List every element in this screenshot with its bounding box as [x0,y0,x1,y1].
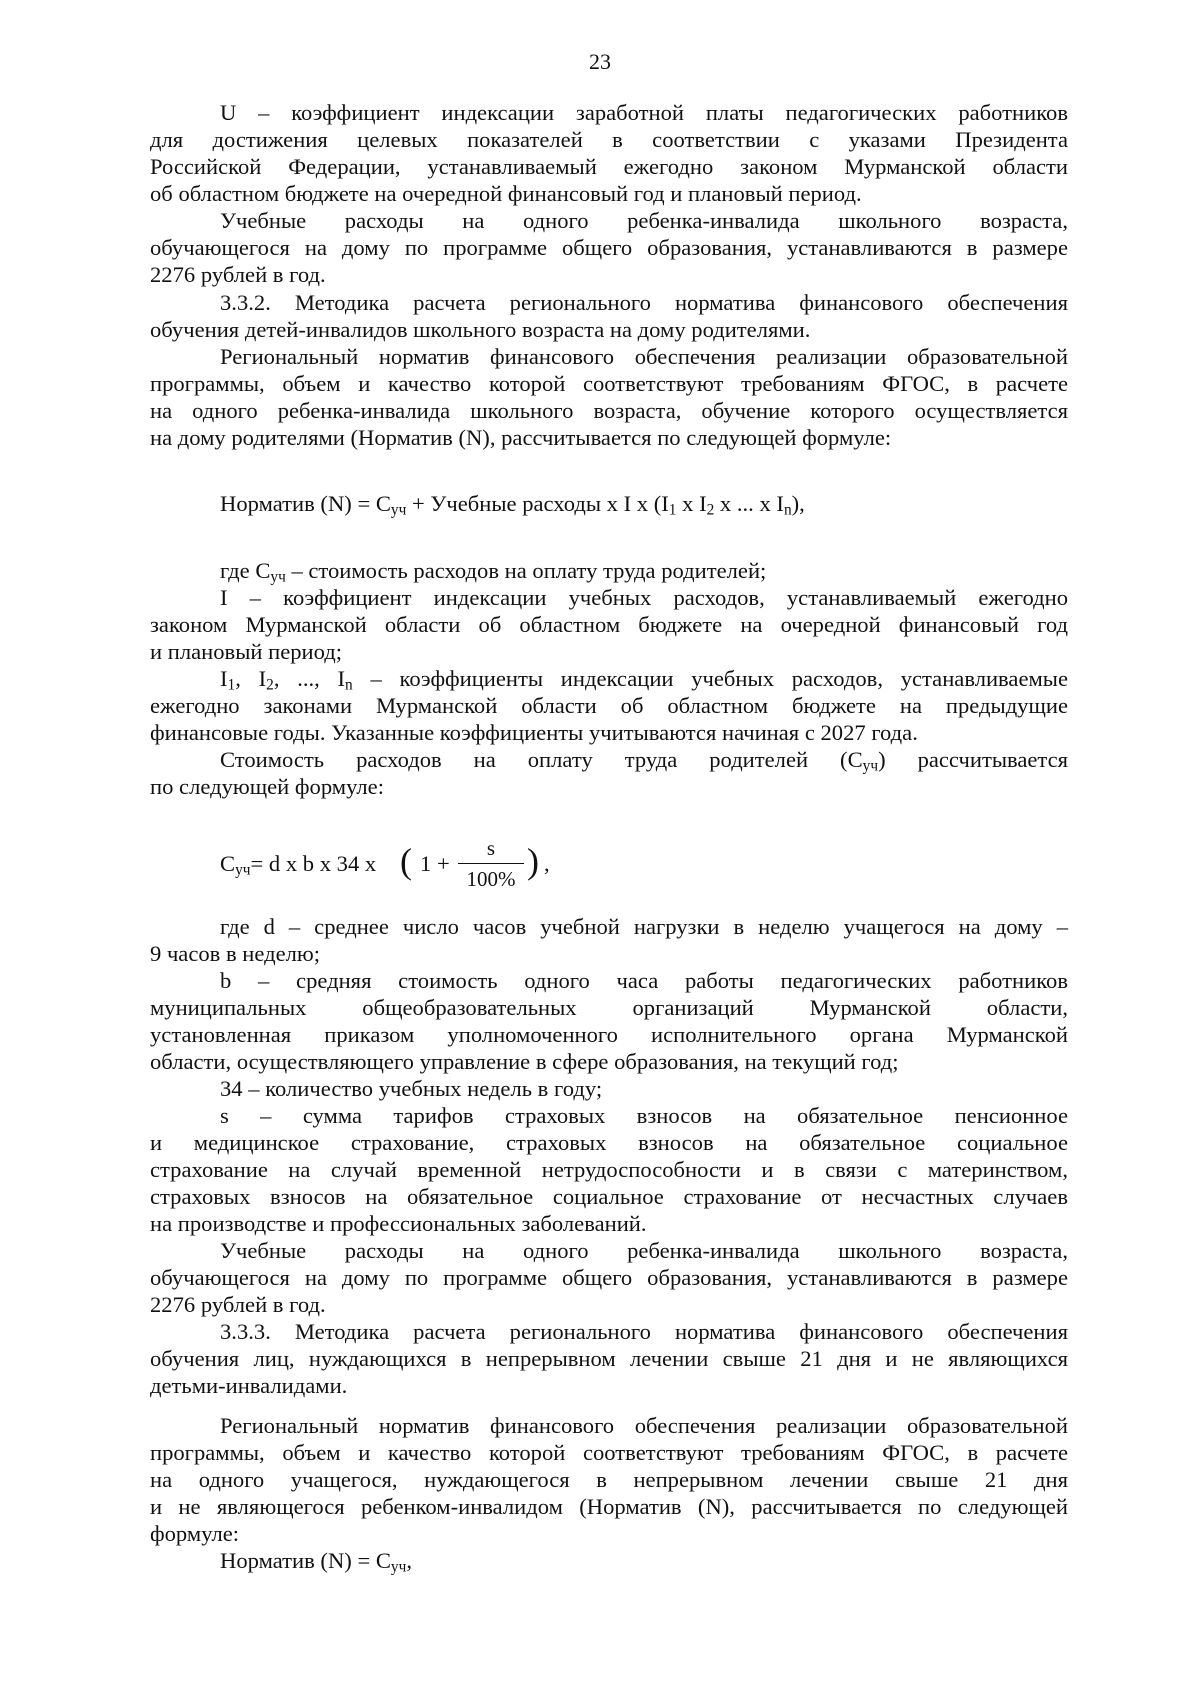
text-line: на производстве и профессиональных заболеваний. [150,1211,647,1236]
text-line: финансовые годы. Указанные коэффициенты учитываются начиная с 2027 года. [150,720,918,745]
text-line: на одного ребенка-инвалида школьного возраста, обучение которого осуществляется [150,398,1068,423]
text-line: муниципальных общеобразовательных организаций Мурманской области, [150,995,1068,1020]
text-line: обучающегося на дому по программе общего образования, устанавливаются в размере [150,235,1068,260]
text-line: и плановый период; [150,639,343,664]
text-line: на одного учащегося, нуждающегося в непрерывном лечении свыше 21 дня [150,1467,1068,1492]
text-line: по следующей формуле: [150,774,384,799]
text-line: страхование на случай временной нетрудоспособности и в связи с материнством, [150,1157,1068,1182]
text-line: s – сумма тарифов страховых взносов на обязательное пенсионное [220,1103,1068,1128]
formula-comma: , [544,851,550,876]
text-line: 2276 рублей в год. [150,1292,326,1317]
fraction [458,833,524,894]
text-line: Учебные расходы на одного ребенка-инвалида школьного возраста, [220,1238,1068,1263]
text-line: законом Мурманской области об областном бюджете на очередной финансовый год [150,612,1068,637]
text-line: где d – среднее число часов учебной нагрузки в неделю учащегося на дому – [220,914,1068,939]
text-line: программы, объем и качество которой соответствуют требованиям ФГОС, в расчете [150,1440,1068,1465]
text-line: Региональный норматив финансового обеспечения реализации образовательной [220,1413,1068,1438]
text-line: 2276 рублей в год. [150,262,326,287]
text-line: и не являющегося ребенком-инвалидом (Норматив (N), рассчитывается по следующей [150,1494,1068,1519]
text-line: обучающегося на дому по программе общего образования, устанавливаются в размере [150,1265,1068,1290]
text-line: Учебные расходы на одного ребенка-инвалида школьного возраста, [220,208,1068,233]
definition-line: $I_1$, $I_2$, ..., $I_n$ – коэффициенты индексации учебных расходов, устанавливаемые [220,666,1068,694]
text-line: U – коэффициент индексации заработной платы педагогических работников [220,100,1068,125]
formula-normative-simple: Норматив $(N) = C_{уч}$, [220,1548,412,1576]
text-line: для достижения целевых показателей в соответствии с указами Президента [150,127,1068,152]
text-line: области, осуществляющего управление в сфере образования, на текущий год; [150,1049,899,1074]
text-line: ежегодно законами Мурманской области об областном бюджете на предыдущие [150,693,1068,718]
text-line: Стоимость расходов на оплату труда родителей $(C_{уч})$ рассчитывается [220,747,1069,775]
text-line: об областном бюджете на очередной финансовый год и плановый период. [150,181,862,206]
text-line: Российской Федерации, устанавливаемый ежегодно законом Мурманской области [150,154,1068,179]
formula-normative: Норматив $(N) = C_{уч}$ + Учебные расходы x I x ($I_1$ x $I_2$ x ... x $I_n$), [220,491,805,519]
open-paren: ( [400,841,412,881]
text-line: 34 – количество учебных недель в году; [220,1076,603,1101]
section-heading: 3.3.2. Методика расчета регионального норматива финансового обеспечения [220,290,1068,315]
document-page: 23 U – коэффициент индексации заработной платы педагогических работников для достижения целевых показателей в соответствии с указами Президента Российской Федерации, устанавливаемый ежегодно законом Мурманской области об областном бюджете на очередной финансовый год и плановый период. Учебные расходы на одного ребенка-инвалида школьного возраста, обучающегося на дому по программе общего образования, устанавливаются в размере 2276 рублей в год. 3.3.2. Методика расчета регионального норматива финансового обеспечения обучения детей-инвалидов школьного возраста на дому родителями. Региональный норматив финансового обеспечения реализации образовательной программы, объем и качество которой соответствуют требованиям ФГОС, в расчете на одного ребенка-инвалида школьного возраста, обучение которого осуществляется на дому родителями (Норматив (N), рассчитывается по следующей формуле: Норматив $(N) = C_{уч}$ + Учебные расходы x I x ($I_1$ x $I_2$ x ... x $I_n$), где $C_{уч}$ – стоимость расходов на оплату труда родителей; I – коэффициент индексации учебных расходов, устанавливаемый ежегодно законом Мурманской области об областном бюджете на очередной финансовый год и плановый период; $I_1$, $I_2$, ..., $I_n$ – коэффициенты индексации учебных расходов, устанавливаемые ежегодно законами Мурманской области об областном бюджете на предыдущие финансовые годы. Указанные коэффициенты учитываются начиная с 2027 года. Стоимость расходов на оплату труда родителей $(C_{уч})$ рассчитывается по следующей формуле: $C_{уч}= d$ x b x 34 x ( 1 + s 100% ) , где d – среднее число часов учебной нагрузки в неделю учащегося на дому – 9 часов в неделю; b – средняя стоимость одного часа работы педагогических работников муниципальных общеобразовательных организаций Мурманской области, установленная приказом уполномоченного исполнительного органа Мурманской области, осуществляющего управление в сфере образования, на текущий год; 34 – количество учебных недель в году; s – сумма тарифов страховых взносов на обязательное пенсионное и медицинское страхование, страховых взносов на обязательное социальное страхование на случай временной нетрудоспособности и в связи с материнством, страховых взносов на обязательное социальное страхование от несчастных случаев на производстве и профессиональных заболеваний. Учебные расходы на одного ребенка-инвалида школьного возраста, обучающегося на дому по программе общего образования, устанавливаются в размере 2276 рублей в год. 3.3.3. Методика расчета регионального норматива финансового обеспечения обучения лиц, нуждающихся в непрерывном лечении свыше 21 дня и не являющихся детьми-инвалидами. Региональный норматив финансового обеспечения реализации образовательной программы, объем и качество которой соответствуют требованиям ФГОС, в расчете на одного учащегося, нуждающегося в непрерывном лечении свыше 21 дня и не являющегося ребенком-инвалидом (Норматив (N), рассчитывается по следующей формуле: Норматив $(N) = C_{уч}$, [0,0,1200,1704]
text-line: I – коэффициент индексации учебных расходов, устанавливаемый ежегодно [220,585,1068,610]
section-heading: обучения детей-инвалидов школьного возраста на дому родителями. [150,317,811,342]
text-line: на дому родителями (Норматив (N), рассчитывается по следующей формуле: [150,425,892,450]
fraction-numerator: s [486,836,496,860]
section-heading: детьми-инвалидами. [150,1373,348,1398]
section-heading: 3.3.3. Методика расчета регионального норматива финансового обеспечения [220,1319,1068,1344]
text-line: Региональный норматив финансового обеспечения реализации образовательной [220,344,1068,369]
text-line: 9 часов в неделю; [150,941,321,966]
fraction-denominator: 100% [466,867,516,891]
section-heading: обучения лиц, нуждающихся в непрерывном лечении свыше 21 дня и не являющихся [150,1346,1068,1371]
page-number: 23 [589,49,611,74]
close-paren: ) [527,841,539,881]
text-line: установленная приказом уполномоченного исполнительного органа Мурманской [150,1022,1068,1047]
text-line: формуле: [150,1521,240,1546]
formula-one-plus: 1 + [420,851,450,876]
definition-line: где $C_{уч}$ – стоимость расходов на оплату труда родителей; [220,558,767,586]
text-line: и медицинское страхование, страховых взносов на обязательное социальное [150,1130,1068,1155]
text-line: страховых взносов на обязательное социальное страхование от несчастных случаев [150,1184,1068,1209]
text-line: программы, объем и качество которой соответствуют требованиям ФГОС, в расчете [150,371,1068,396]
text-line: b – средняя стоимость одного часа работы педагогических работников [220,968,1068,993]
